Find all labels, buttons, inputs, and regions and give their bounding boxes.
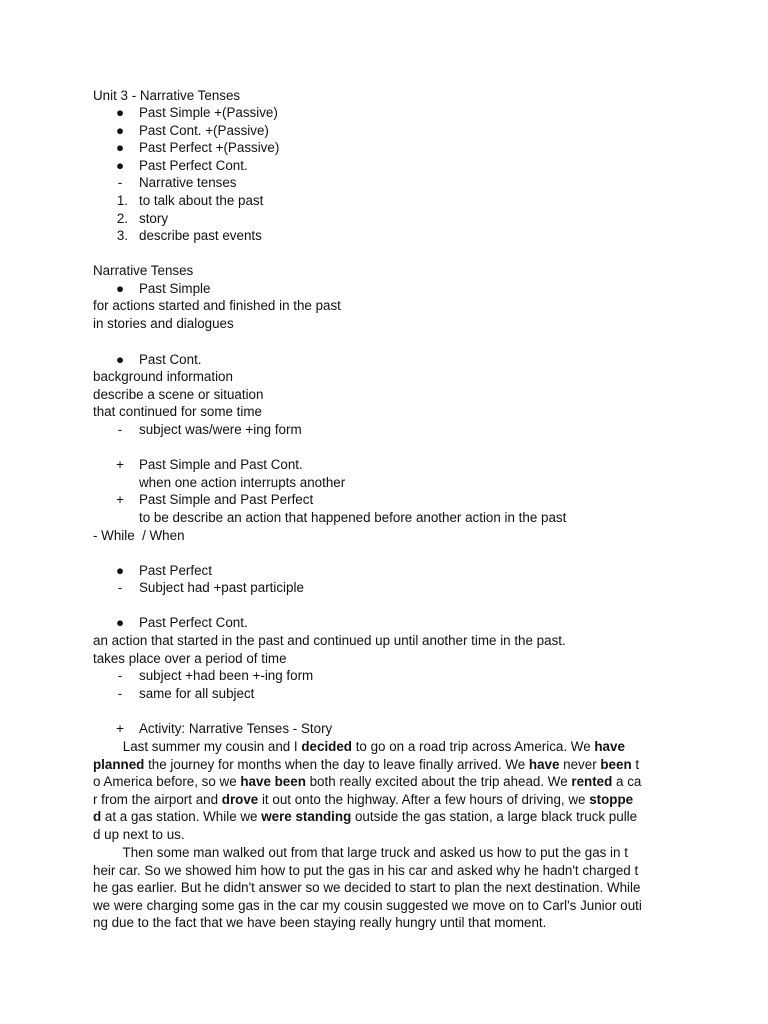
story-text: the journey for months when the day to leave finally arrived. We [144,756,529,772]
number-marker: 3. [116,228,128,243]
note-line: background information [93,369,233,384]
bold-verb: have [528,756,560,772]
story-line: heir car. So we showed him how to put the gas in his car and asked why he hadn't charged t [93,862,639,878]
bold-verb: rented [571,774,613,789]
story-text: t [631,756,640,772]
section-heading: Narrative Tenses [93,263,194,278]
bold-verb: were standing [261,809,352,824]
story-text: o America before, so we [93,774,241,789]
plus-marker: + [116,492,124,507]
outline-numbered-item: to talk about the past [139,193,264,208]
story-text: both really excited about the trip ahead. We [305,774,572,789]
dash-item: same for all subject [139,686,255,701]
plus-subline: to be describe an action that happened before another action in the past [139,510,567,525]
bullet-marker: ● [115,563,125,578]
story-text: outside the gas station, a large black truck pulle [351,809,638,824]
story-line [93,808,675,826]
story-line [93,756,675,774]
section-bullet: Past Cont. [139,352,202,367]
note-line: an action that started in the past and continued up until another time in the past. [93,633,566,648]
number-marker: 1. [116,193,128,208]
bold-verb: drove [221,791,259,807]
story-text: Last summer my cousin and I [93,739,302,754]
bullet-marker: ● [115,158,125,173]
outline-numbered-item: story [139,211,169,226]
note-line: in stories and dialogues [93,316,234,331]
story-line [93,773,675,791]
section-bullet: Past Perfect Cont. [139,615,248,630]
activity-heading: Activity: Narrative Tenses - Story [139,721,333,736]
story-line [93,791,675,809]
story-text: at a gas station. While we [101,809,262,824]
plus-marker: + [116,721,124,736]
unit-title: Unit 3 - Narrative Tenses [93,88,241,103]
note-line: for actions started and finished in the past [93,298,341,313]
bold-verb: decided [301,739,352,754]
bullet-marker: ● [115,105,125,120]
story-text: never [559,756,601,772]
story-line: he gas earlier. But he didn't answer so we decided to start to plan the next destination. While [93,880,641,895]
story-line [93,738,675,756]
outline-bullet: Past Perfect Cont. [139,158,248,173]
story-line: Then some man walked out from that large truck and asked us how to put the gas in t [93,845,628,860]
outline-bullet: Past Cont. +(Passive) [139,123,269,138]
dash-marker: - [117,686,123,701]
bullet-marker: ● [115,352,125,367]
outline-dash-item: Narrative tenses [139,175,237,190]
plus-subline: when one action interrupts another [139,475,346,490]
dash-marker: - [117,175,123,190]
note-line: that continued for some time [93,404,262,419]
bold-verb: d [93,809,102,824]
note-line: describe a scene or situation [93,387,264,402]
plus-item: Past Simple and Past Perfect [139,492,314,507]
story-paragraph-2 [93,844,675,932]
plus-marker: + [116,457,124,472]
bold-verb: have [594,739,625,754]
dash-item: Subject had +past participle [139,580,304,595]
bullet-marker: ● [115,281,125,296]
bold-verb: have been [240,774,306,789]
number-marker: 2. [116,211,128,226]
dash-marker: - [117,580,123,595]
dash-marker: - [117,422,123,437]
story-paragraph-1 [93,738,675,843]
dash-item: subject +had been +-ing form [139,668,314,683]
dash-marker: - [117,668,123,683]
bullet-marker: ● [115,140,125,155]
story-text: a ca [612,774,642,789]
bold-verb: stoppe [589,791,634,807]
plus-item: Past Simple and Past Cont. [139,457,303,472]
outline-bullet: Past Simple +(Passive) [139,105,278,120]
story-line: we were charging some gas in the car my cousin suggested we move on to Carl's Junior outi [93,897,642,913]
outline-numbered-item: describe past events [139,228,262,243]
story-text: it out onto the highway. After a few hours of driving, we [258,791,590,807]
section-bullet: Past Perfect [139,563,212,578]
bullet-marker: ● [115,615,125,630]
bold-verb: planned [93,756,145,772]
while-when-line: - While / When [93,528,185,543]
section-bullet: Past Simple [139,281,211,296]
dash-item: subject was/were +ing form [139,422,302,437]
story-text: to go on a road trip across America. We [351,739,595,754]
story-line [93,826,675,844]
story-text: d up next to us. [93,826,185,842]
note-line: takes place over a period of time [93,651,287,666]
story-text: r from the airport and [93,791,222,807]
bold-verb: been [600,756,632,772]
outline-bullet: Past Perfect +(Passive) [139,140,280,155]
story-line: ng due to the fact that we have been staying really hungry until that moment. [93,915,547,930]
bullet-marker: ● [115,123,125,138]
